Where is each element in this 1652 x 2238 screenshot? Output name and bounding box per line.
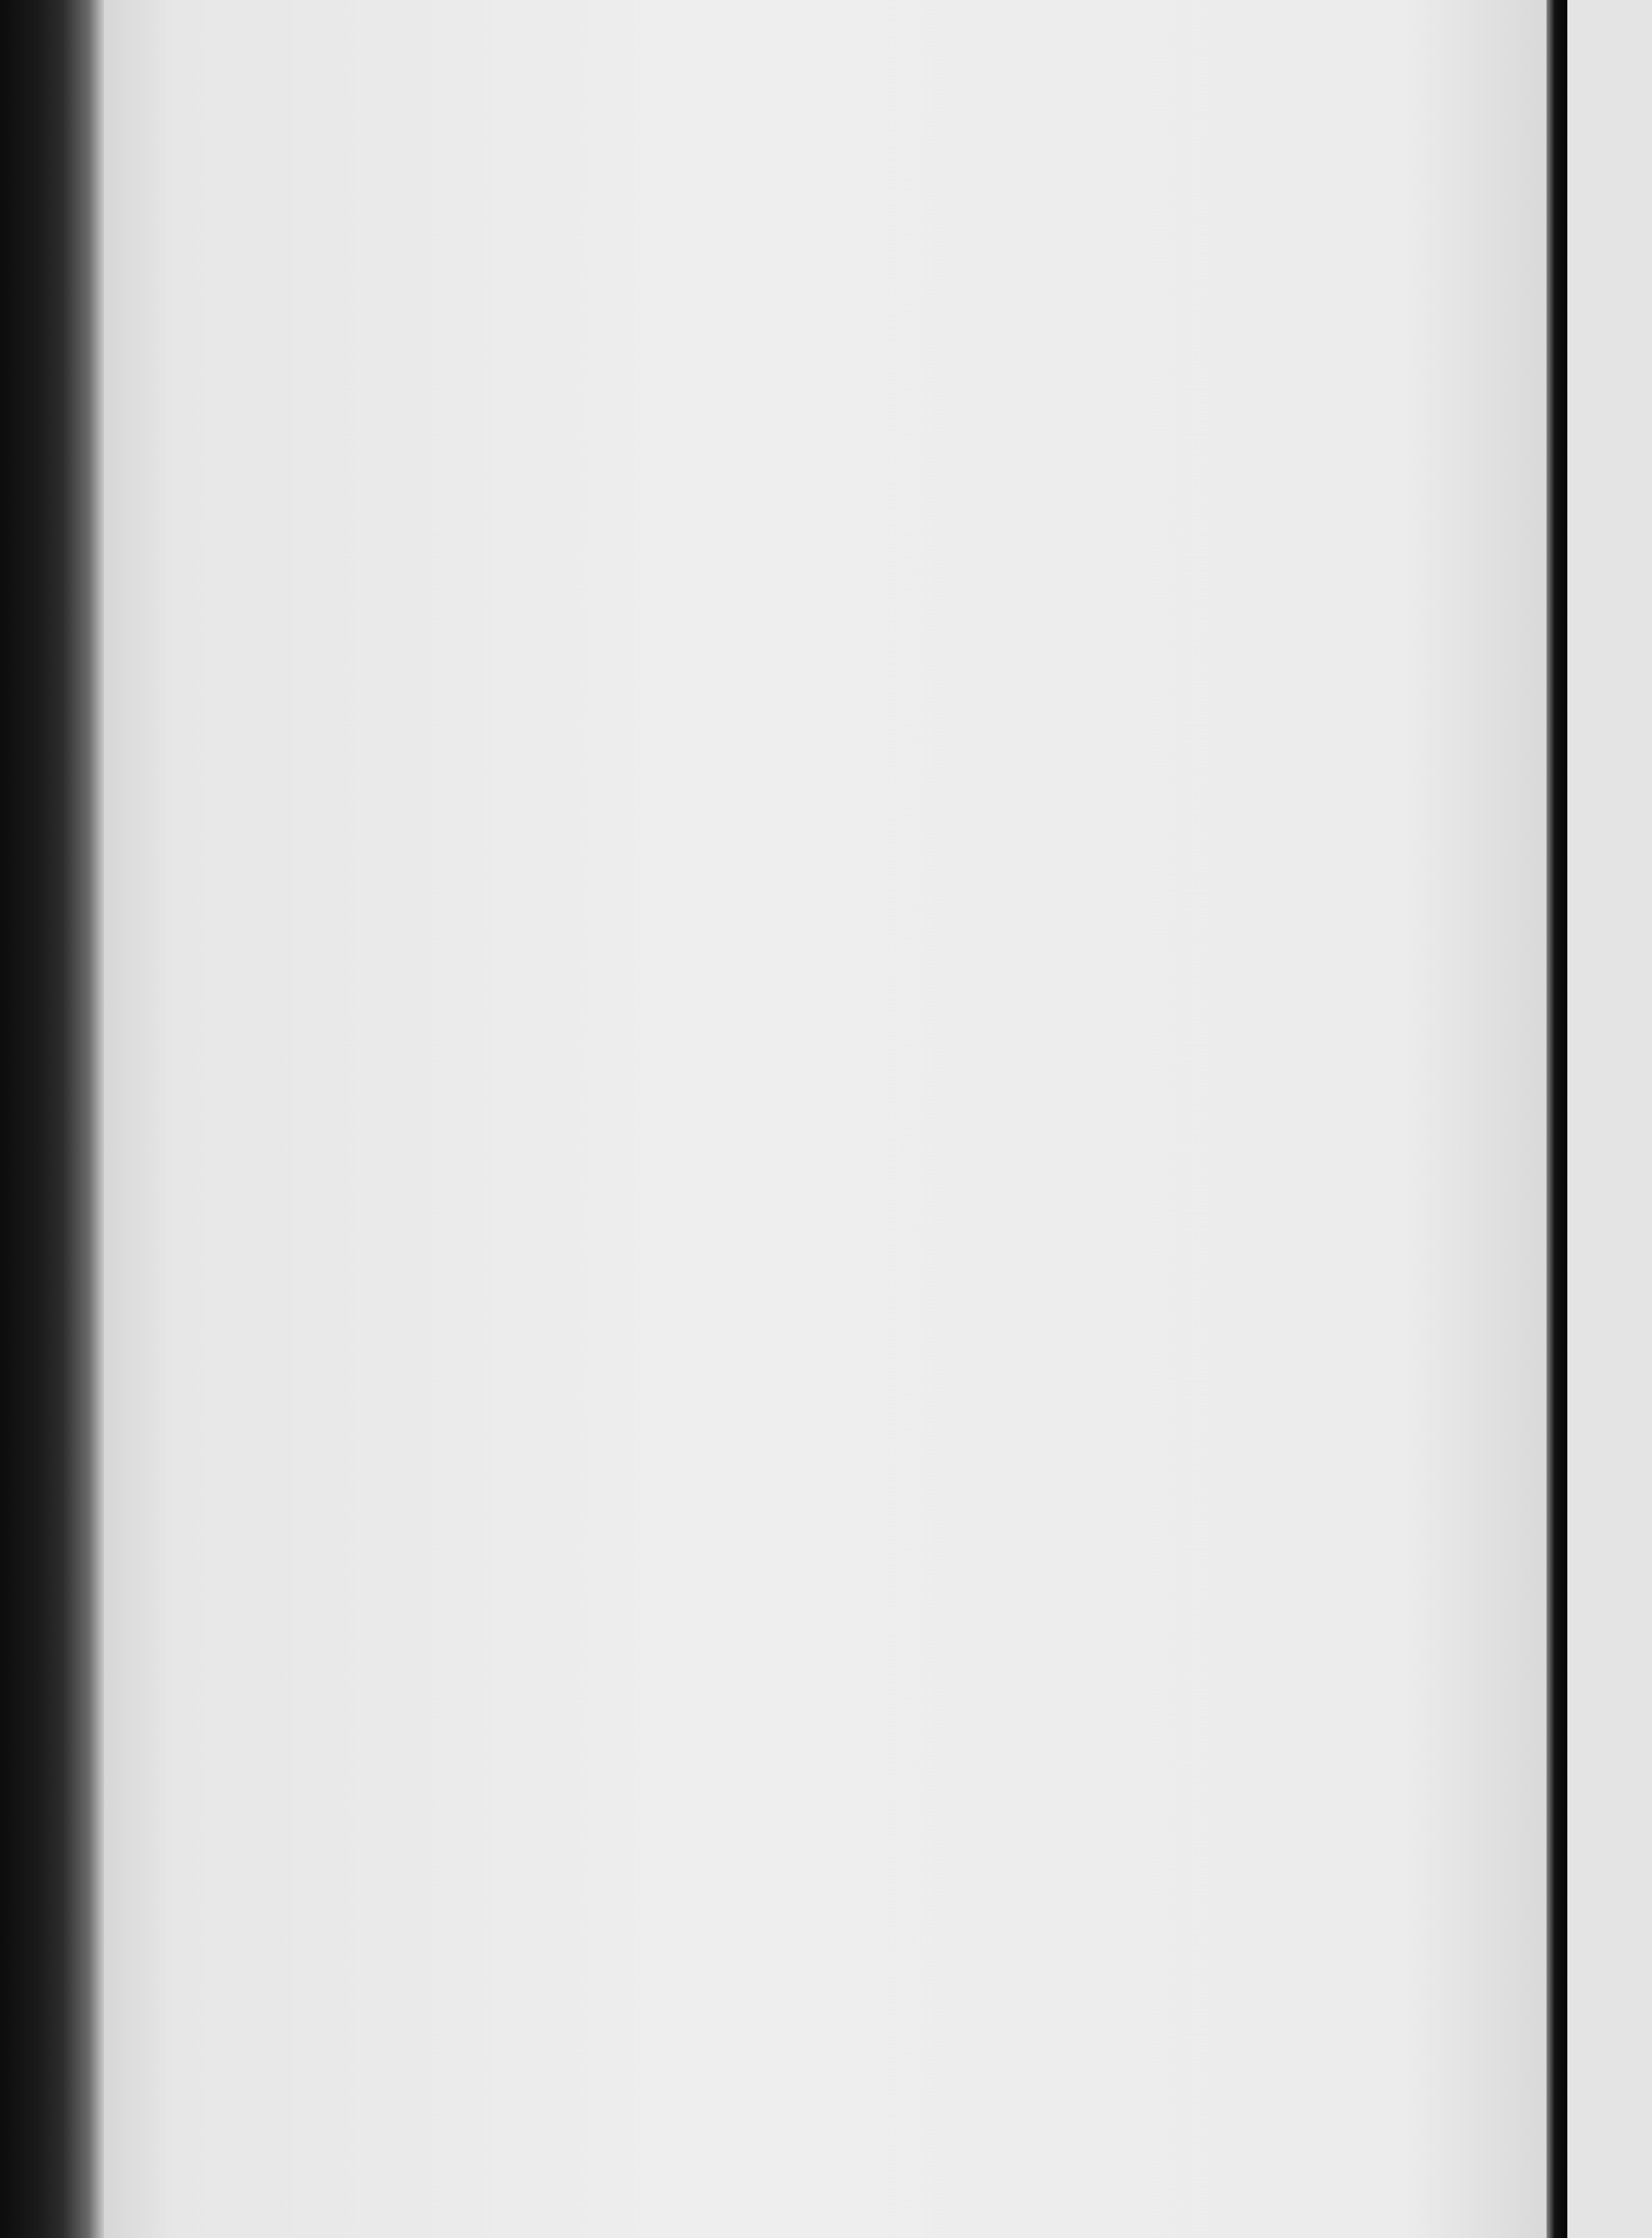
- adjacent-page-edge: [1567, 0, 1652, 2238]
- appendix-subheading: [429, 848, 1458, 884]
- book-page: [104, 0, 1548, 2238]
- page-number: [429, 153, 1458, 189]
- left-binding-shadow: [0, 0, 104, 2238]
- book-gutter: [1546, 0, 1567, 2238]
- appendix-heading: [429, 783, 1458, 819]
